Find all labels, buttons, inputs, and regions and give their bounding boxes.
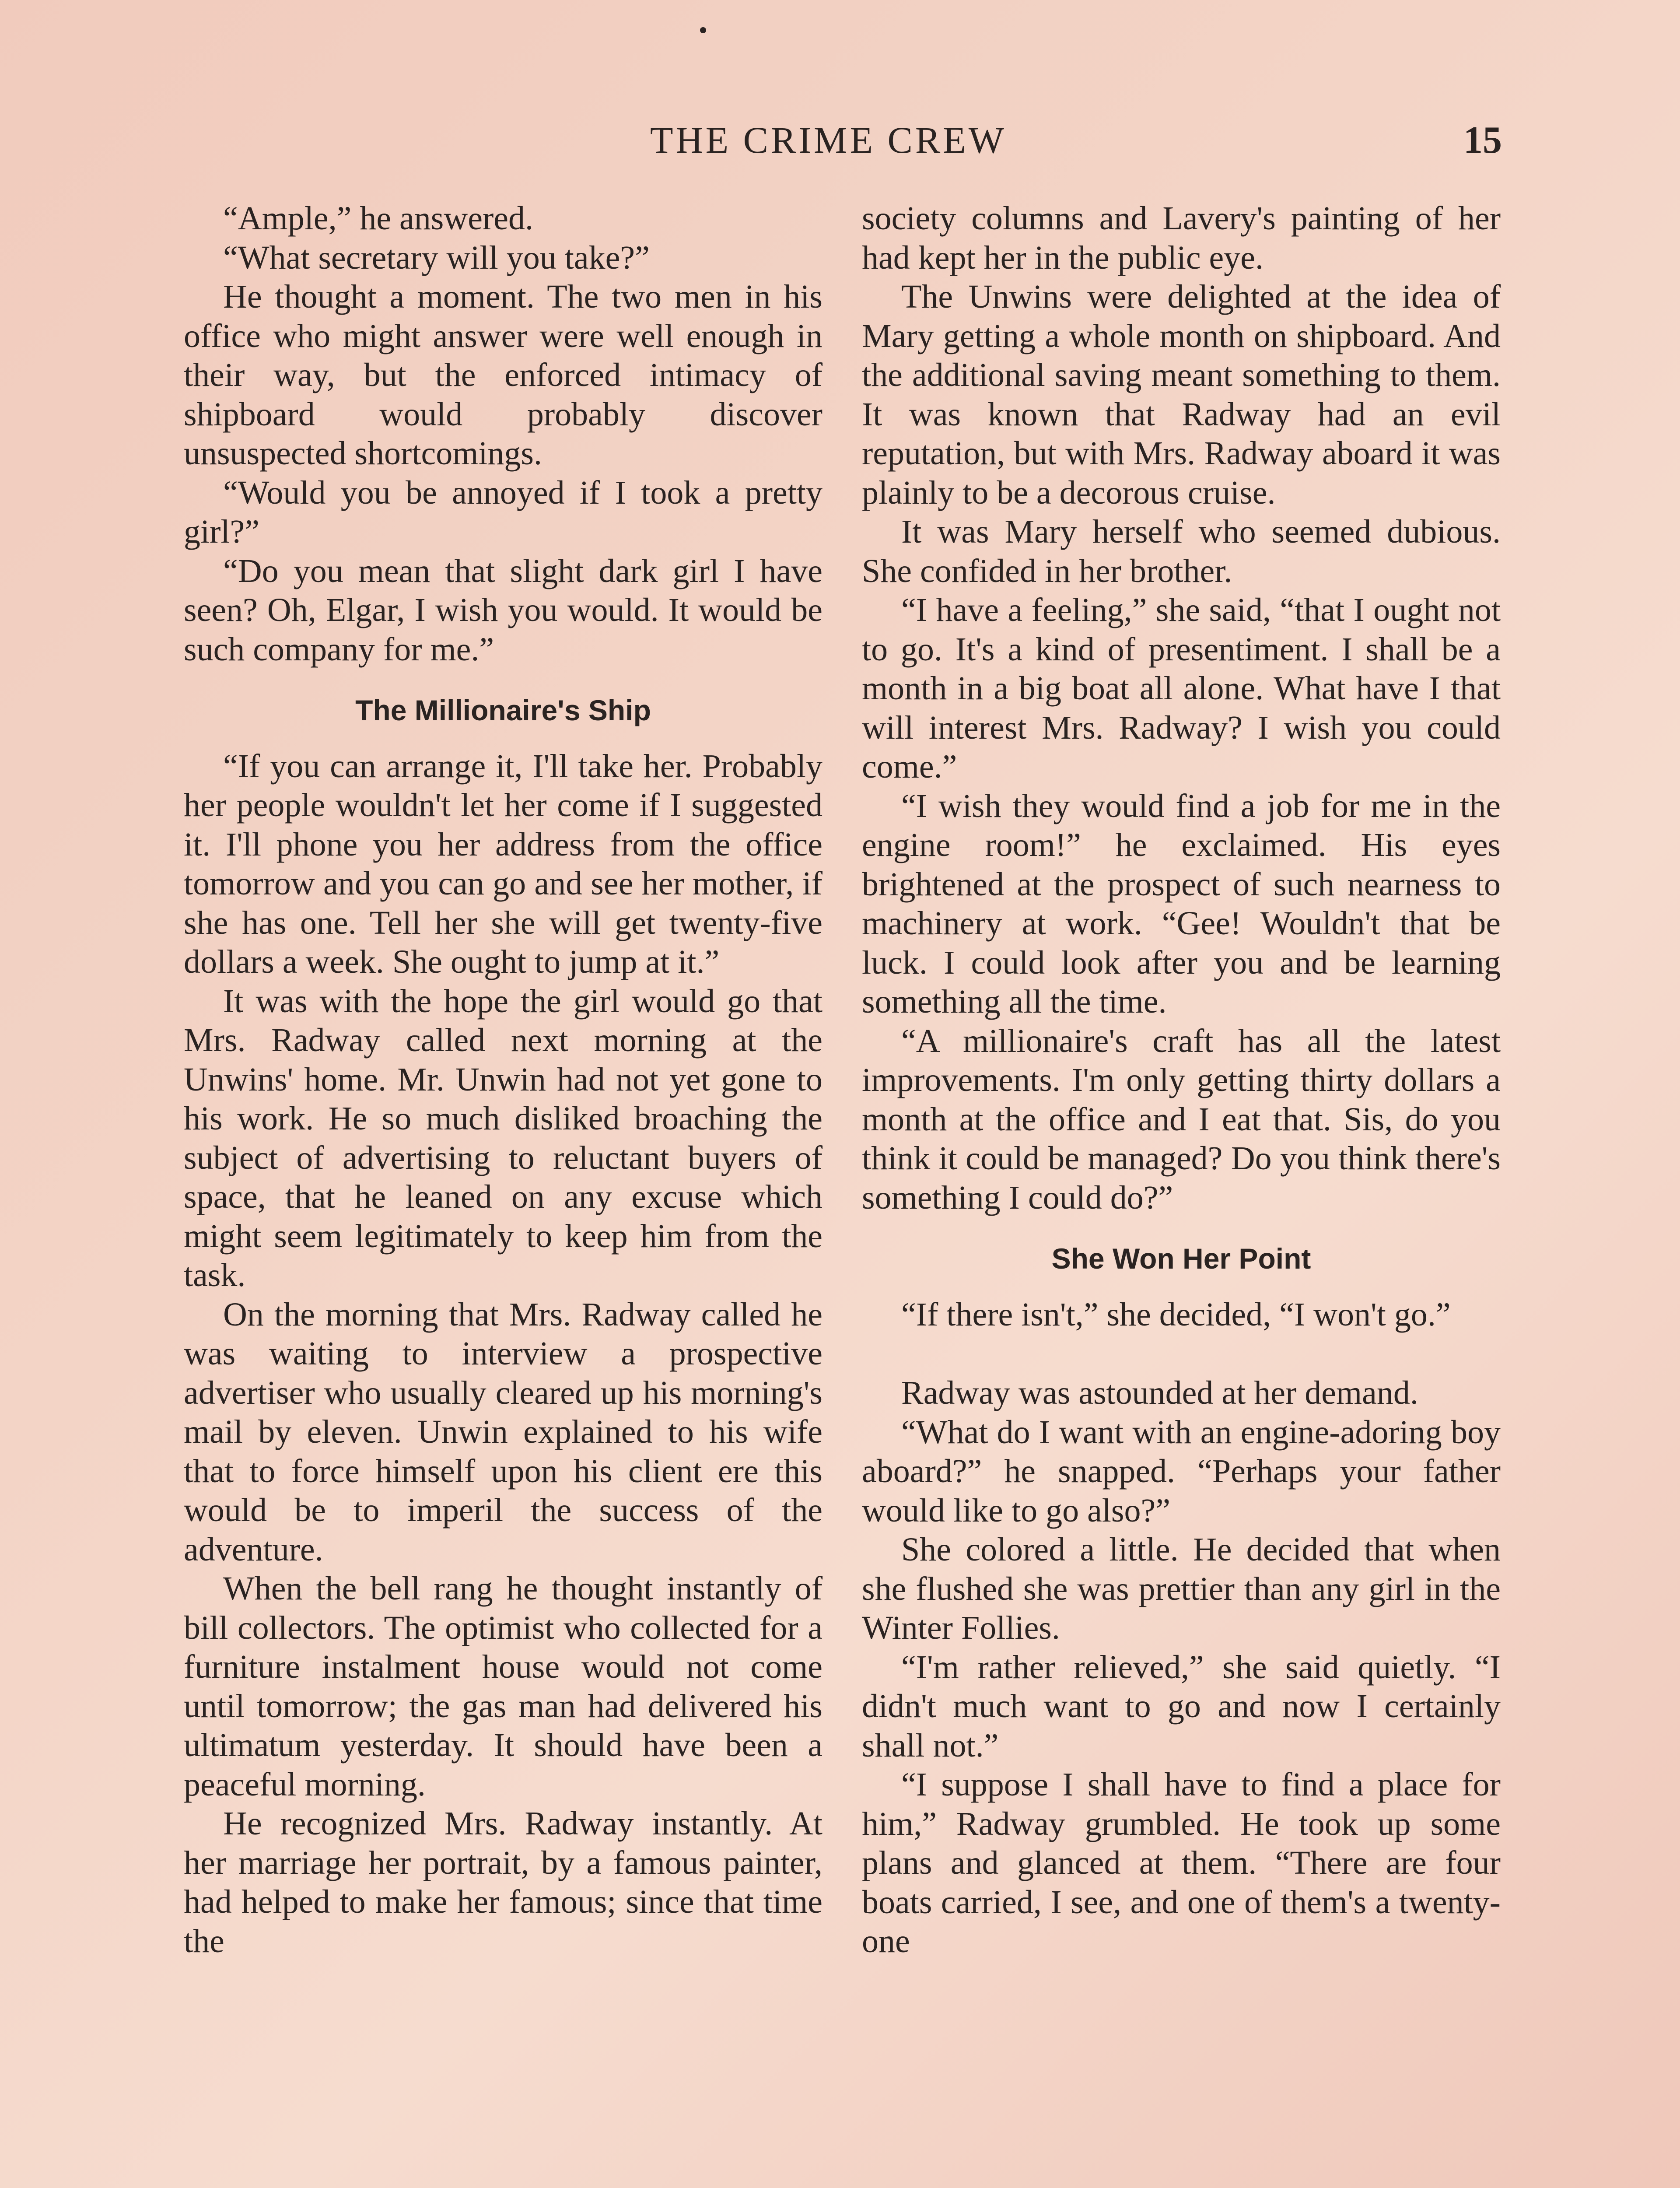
paragraph: When the bell rang he thought instantly of bill collectors. The optimist who collected for a furniture instalment house would not come until tomorrow; the gas man had delivered his ultimatum yesterday. It should have been a peaceful morning. (184, 1570, 822, 1803)
paragraph: It was Mary herself who seemed dubious. She confided in her brother. (862, 513, 1501, 589)
left-column (184, 199, 822, 1961)
paragraph: He thought a moment. The two men in his office who might answer were well enough in their way, but the enforced intimacy of shipboard would probably discover unsuspected shortcomings. (184, 278, 822, 472)
paragraph: The Unwins were delighted at the idea of Mary getting a whole month on shipboard. And the additional saving meant something to them. It was known that Radway had an evil reputation, but with Mrs. Radway aboard it was plainly to be a decorous cruise. (862, 278, 1501, 511)
paragraph: “A millionaire's craft has all the latest improvements. I'm only getting thirty dollars a month at the office and I eat that. Sis, do you think it could be managed? Do you think there's something I could do?” (862, 1022, 1501, 1216)
right-column (862, 199, 1501, 1961)
paragraph: “What do I want with an engine-adoring boy aboard?” he snapped. “Perhaps your father would like to go also?” (862, 1413, 1501, 1529)
paragraph: “Ample,” he answered. (223, 200, 534, 237)
paragraph: She colored a little. He decided that when she flushed she was prettier than any girl in the Winter Follies. (862, 1531, 1501, 1646)
paragraph: “I have a feeling,” she said, “that I ought not to go. It's a kind of presentiment. I shall be a month in a big boat all alone. What have I that will interest Mrs. Radway? I wish you could come.” (862, 592, 1501, 785)
paragraph: “If there isn't,” she decided, “I won't go.” (901, 1296, 1451, 1333)
paragraph: “What secretary will you take?” (223, 239, 650, 276)
paragraph: “If you can arrange it, I'll take her. Probably her people wouldn't let her come if I suggested it. I'll phone you her address from the office tomorrow and you can go and see her mother, if she has one. Tell her she will get twenty-five dollars a week. She ought to jump at it.” (184, 747, 822, 980)
section-subhead: The Millionaire's Ship (355, 694, 651, 726)
paragraph: “I suppose I shall have to find a place for him,” Radway grumbled. He took up some plans and glanced at them. “There are four boats carried, I see, and one of them's a twenty-one (862, 1766, 1501, 1960)
paragraph: “Do you mean that slight dark girl I have seen? Oh, Elgar, I wish you would. It would be such company for me.” (184, 552, 822, 668)
paragraph: “Would you be annoyed if I took a pretty girl?” (184, 474, 822, 550)
section-subhead: She Won Her Point (1051, 1242, 1311, 1275)
paragraph: “I wish they would find a job for me in the engine room!” he exclaimed. His eyes brightened at the prospect of such nearness to machinery at work. “Gee! Wouldn't that be luck. I could look after you and be learning something all the time. (862, 787, 1501, 1020)
running-title: THE CRIME CREW (650, 119, 1007, 161)
page-number: 15 (1463, 119, 1502, 161)
section-gap (862, 1334, 1501, 1374)
paragraph: It was with the hope the girl would go that Mrs. Radway called next morning at the Unwins' home. Mr. Unwin had not yet gone to his work. He so much disliked broaching the subject of advertising to reluctant buyers of space, that he leaned on any excuse which might seem legitimately to keep him from the task. (184, 982, 822, 1294)
ink-speck (700, 27, 706, 33)
paragraph: “I'm rather relieved,” she said quietly. “I didn't much want to go and now I certainly shall not.” (862, 1648, 1501, 1764)
paragraph: Radway was astounded at her demand. (901, 1375, 1418, 1411)
paragraph: On the morning that Mrs. Radway called he was waiting to interview a prospective advertiser who usually cleared up his morning's mail by eleven. Unwin explained to his wife that to force himself upon his client ere this would be to imperil the success of the adventure. (184, 1296, 822, 1568)
paragraph: He recognized Mrs. Radway instantly. At her marriage her portrait, by a famous painter, had helped to make her famous; since that time the (184, 1805, 822, 1960)
page-header (0, 118, 1680, 166)
paragraph: society columns and Lavery's painting of her had kept her in the public eye. (862, 200, 1501, 276)
